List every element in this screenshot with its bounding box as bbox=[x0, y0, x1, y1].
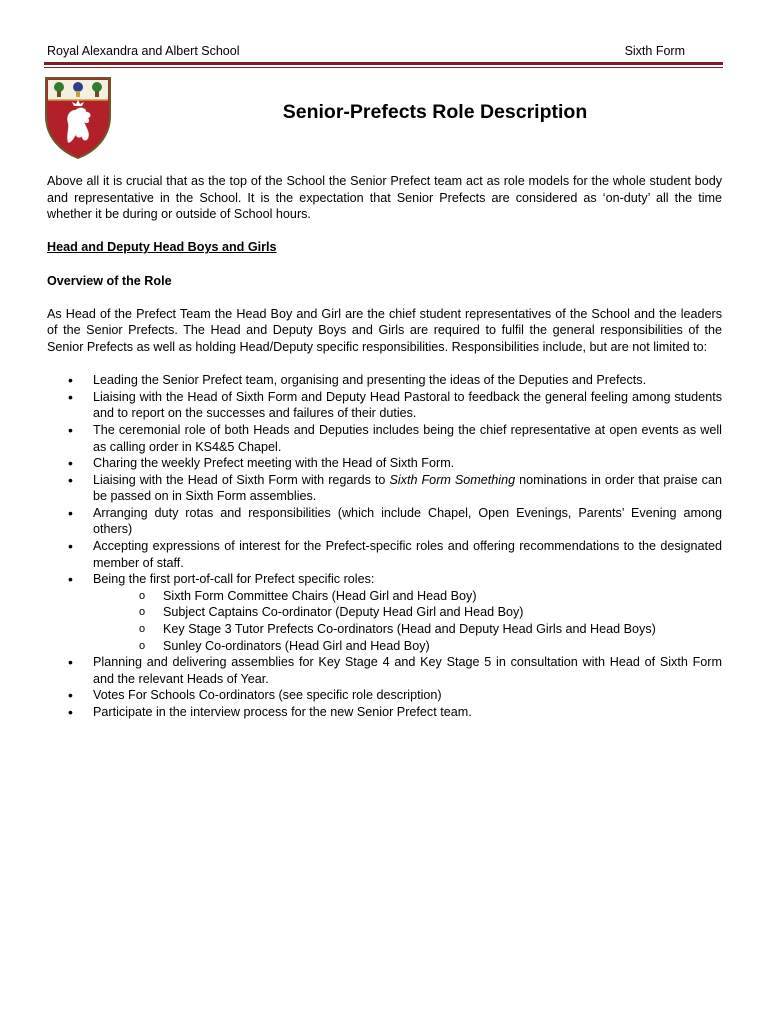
list-item: • Liaising with the Head of Sixth Form and Deputy Head Pastoral to feedback the general feeling among students and to report on the successes and failures of their duties. bbox=[47, 389, 722, 422]
list-item: • Votes For Schools Co-ordinators (see specific role description) bbox=[47, 687, 722, 704]
school-name: Royal Alexandra and Albert School bbox=[47, 44, 240, 58]
header-rule-thin bbox=[44, 67, 723, 68]
sub-list bbox=[93, 588, 722, 654]
intro-paragraph: Above all it is crucial that as the top of the School the Senior Prefect team act as role models for the whole student body and representative in the School. It is the expectation that Senior Prefects are considered as ‘on-duty’ all the time whether it be during or outside of School hours. bbox=[47, 174, 722, 222]
sub-list-item: o Key Stage 3 Tutor Prefects Co-ordinators (Head and Deputy Head Girls and Head Boys) bbox=[93, 621, 722, 638]
list-item: • The ceremonial role of both Heads and Deputies includes being the chief representative at open events as well as calling order in KS4&5 Chapel. bbox=[47, 422, 722, 455]
list-item-italic-text: Sixth Form Something bbox=[389, 472, 516, 487]
list-item-text: Being the first port-of-call for Prefect specific roles: bbox=[93, 572, 375, 587]
list-item: • Planning and delivering assemblies for Key Stage 4 and Key Stage 5 in consultation with Head of Sixth Form and the relevant Heads of Year. bbox=[47, 654, 722, 687]
sub-list-item: o Sunley Co-ordinators (Head Girl and Head Boy) bbox=[93, 638, 722, 655]
list-item: • Leading the Senior Prefect team, organising and presenting the ideas of the Deputies and Prefects. bbox=[47, 372, 722, 389]
department-name: Sixth Form bbox=[624, 44, 685, 58]
overview-paragraph: As Head of the Prefect Team the Head Boy and Girl are the chief student representatives of the School and the leaders of the Senior Prefects. The Head and Deputy Boys and Girls are required to fulfil the general responsibilities of the Senior Prefects as well as holding Head/Deputy specific responsibilities. Responsibilities include, but are not limited to: bbox=[47, 306, 722, 354]
page-title: Senior-Prefects Role Description bbox=[282, 101, 588, 123]
header-rule-thick bbox=[44, 62, 723, 65]
list-item bbox=[47, 472, 722, 505]
list-item: • Charing the weekly Prefect meeting with the Head of Sixth Form. bbox=[47, 455, 722, 472]
list-item: • Arranging duty rotas and responsibilities (which include Chapel, Open Evenings, Parents’ Evening among others) bbox=[47, 505, 722, 538]
school-crest-icon bbox=[44, 76, 112, 160]
list-item bbox=[47, 571, 722, 654]
sub-list-item: o Sixth Form Committee Chairs (Head Girl and Head Boy) bbox=[93, 588, 722, 605]
overview-heading: Overview of the Role bbox=[47, 273, 172, 288]
list-item: • Participate in the interview process for the new Senior Prefect team. bbox=[47, 704, 722, 721]
page-header bbox=[47, 44, 685, 59]
list-item-text: nominations in order that praise can be passed on in Sixth Form assemblies. bbox=[93, 472, 722, 504]
responsibilities-list bbox=[47, 372, 722, 720]
list-item-text: Liaising with the Head of Sixth Form with regards to bbox=[93, 472, 390, 487]
document-body bbox=[47, 173, 722, 721]
sub-list-item: o Subject Captains Co-ordinator (Deputy Head Girl and Head Boy) bbox=[93, 604, 722, 621]
section-heading: Head and Deputy Head Boys and Girls bbox=[47, 240, 277, 255]
list-item: • Accepting expressions of interest for the Prefect-specific roles and offering recommendations to the designated member of staff. bbox=[47, 538, 722, 571]
